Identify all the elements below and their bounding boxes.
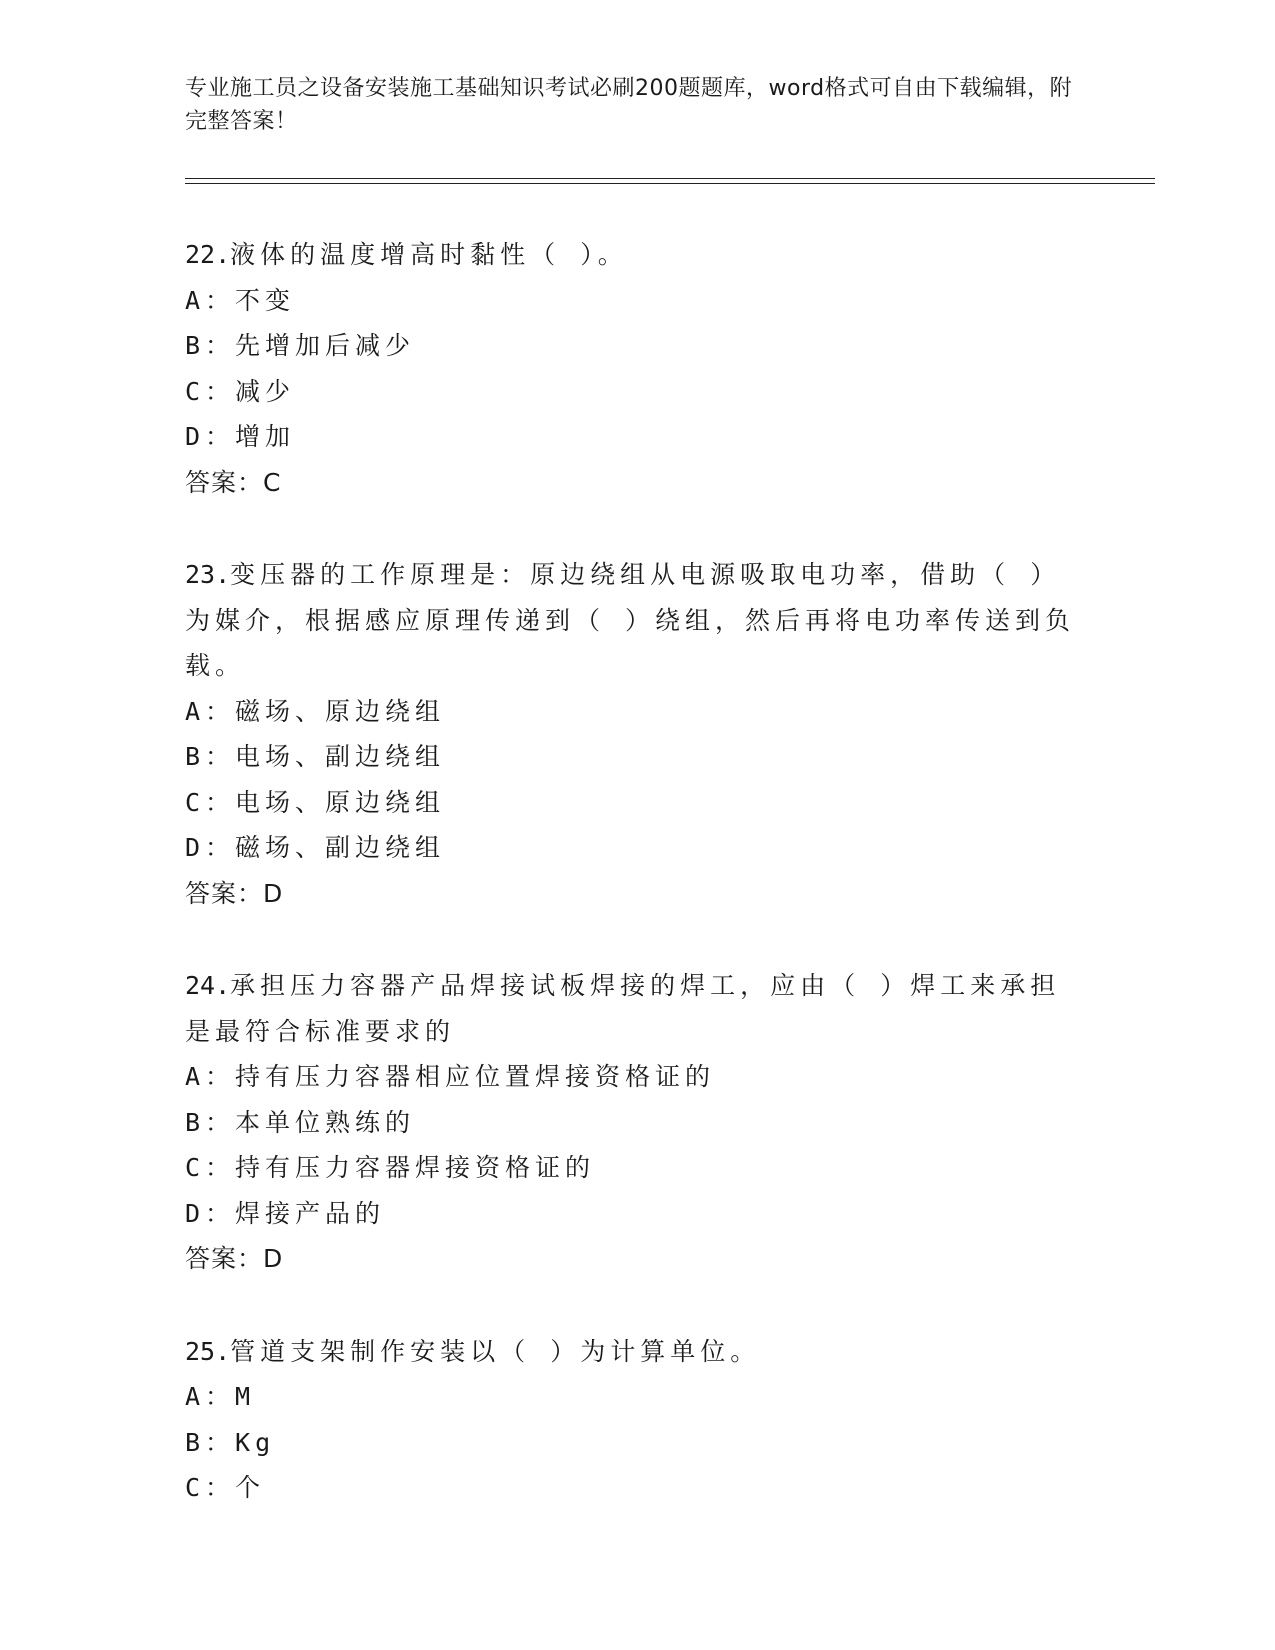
question-number: 22.	[185, 240, 231, 269]
question-25	[185, 1329, 1085, 1511]
option-a: A：磁场、原边绕组	[185, 696, 446, 726]
question-text	[185, 232, 1085, 278]
question-number: 23.	[185, 560, 231, 589]
question-23	[185, 552, 1085, 916]
option-c: C：持有压力容器焊接资格证的	[185, 1153, 596, 1182]
option-a: A：不变	[185, 285, 296, 315]
question-list	[185, 232, 1085, 1558]
question-24	[185, 963, 1085, 1282]
option-b: B：Kg	[185, 1427, 276, 1457]
option-a: A：M	[185, 1382, 256, 1411]
option-c: C：个	[185, 1473, 266, 1502]
option-d: D：焊接产品的	[185, 1198, 386, 1228]
question-number: 24.	[185, 971, 231, 1000]
document-header: 专业施工员之设备安装施工基础知识考试必刷200题题库，word格式可自由下载编辑，附完整答案！	[185, 76, 1073, 134]
option-c: C：电场、原边绕组	[185, 787, 446, 817]
header-rule-bottom	[185, 183, 1155, 184]
option-a: A：持有压力容器相应位置焊接资格证的	[185, 1062, 716, 1091]
answer: 答案：C	[185, 467, 282, 497]
question-text	[185, 1329, 1085, 1375]
answer: 答案：D	[185, 1244, 284, 1273]
option-d: D：磁场、副边绕组	[185, 833, 446, 862]
option-b: B：电场、副边绕组	[185, 742, 446, 771]
question-stem: 变压器的工作原理是：原边绕组从电源吸取电功率，借助（ ）为媒介，根据感应原理传递到（ ）绕组，然后再将电功率传送到负载。	[185, 560, 1076, 680]
question-text	[185, 963, 1085, 1054]
question-number: 25.	[185, 1336, 231, 1366]
answer: 答案：D	[185, 878, 284, 908]
question-22	[185, 232, 1085, 505]
question-stem: 管道支架制作安装以（ ）为计算单位。	[230, 1336, 761, 1366]
document-page	[185, 0, 1155, 1650]
question-stem: 承担压力容器产品焊接试板焊接的焊工，应由（ ）焊工来承担是最符合标准要求的	[185, 971, 1061, 1046]
header-rule-top	[185, 178, 1155, 179]
question-text	[185, 552, 1085, 689]
option-b: B：本单位熟练的	[185, 1107, 416, 1137]
option-d: D：增加	[185, 422, 296, 451]
option-b: B：先增加后减少	[185, 331, 416, 360]
question-stem: 液体的温度增高时黏性（ ）。	[230, 240, 628, 269]
option-c: C：减少	[185, 376, 296, 406]
